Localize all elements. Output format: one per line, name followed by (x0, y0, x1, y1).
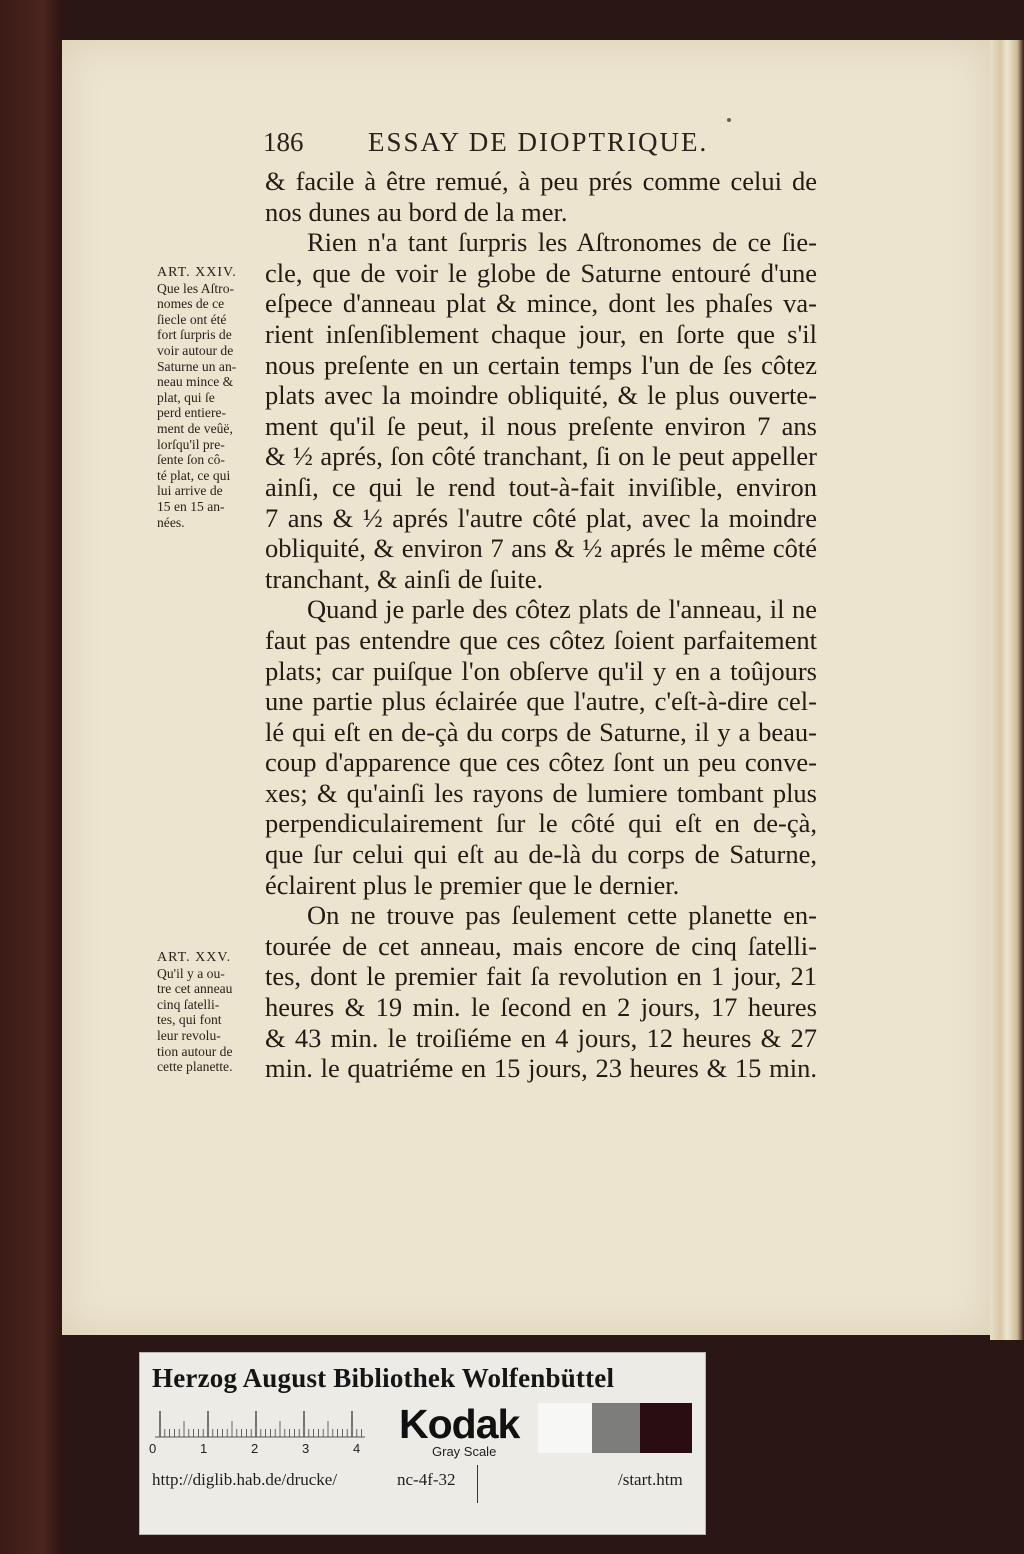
text-line: min. le quatriéme en 15 jours, 23 heures & 15 min. (265, 1053, 817, 1084)
article-number: ART. XXV. (157, 950, 232, 965)
text-line: obliquité, & environ 7 ans & ½ aprés le même côté (265, 533, 817, 564)
margin-note-art-xxv (157, 950, 261, 1075)
color-target-card (139, 1352, 706, 1535)
margin-note-line: plat, qui ſe (157, 389, 215, 405)
page-number: 186 (263, 127, 304, 157)
text-line: plats avec la moindre obliquité, & le plus ouverte- (265, 380, 817, 411)
margin-note-line: ſente ſon cô- (157, 452, 225, 468)
margin-note-line: cinq ſatelli- (157, 996, 220, 1012)
ruler-label: 2 (251, 1441, 259, 1456)
margin-note-line: ment de veûë, (157, 420, 233, 436)
margin-note-line: nomes de ce (157, 296, 225, 312)
margin-note-line: té plat, ce qui (157, 467, 231, 483)
gray-swatch (538, 1403, 592, 1453)
ruler-label: 0 (149, 1441, 157, 1456)
url-separator (477, 1465, 478, 1503)
margin-note-line: tre cet anneau (157, 981, 233, 997)
text-line: Quand je parle des côtez plats de l'anneau, il ne (307, 594, 817, 625)
margin-note-line: neau mince & (157, 374, 234, 390)
text-line: perpendiculairement ſur le côté qui eſt en de-çà, (265, 808, 817, 839)
margin-note-line: 15 en 15 an- (157, 498, 225, 514)
margin-note-line: leur revolu- (157, 1027, 221, 1043)
text-line: tranchant, & ainſi de ſuite. (265, 563, 544, 594)
text-line: xes; & qu'ainſi les rayons de lumiere tombant plus (265, 777, 817, 808)
margin-note-line: fort ſurpris de (157, 327, 232, 343)
library-name: Herzog August Bibliothek Wolfenbüttel (152, 1363, 615, 1393)
margin-note-line: cette planette. (157, 1059, 233, 1075)
url-prefix: http://diglib.hab.de/drucke/ (152, 1470, 338, 1489)
margin-note-line: ſiecle ont été (157, 311, 227, 327)
text-line: 7 ans & ½ aprés l'autre côté plat, avec la moindre (265, 502, 817, 533)
shelfmark-id: nc-4f-32 (397, 1470, 456, 1489)
page-speck (727, 118, 731, 122)
main-text-block (265, 166, 817, 1084)
text-line: tes, dont le premier fait ſa revolution en 1 jour, 21 (265, 961, 817, 992)
text-line: plats; car puiſque l'on obſerve qu'il y en a toûjours (265, 655, 817, 686)
margin-note-art-xxiv (157, 265, 261, 530)
text-line: cle, que de voir le globe de Saturne entouré d'une (265, 257, 817, 288)
text-line: ainſi, ce qui le rend tout-à-fait inviſible, environ (265, 471, 817, 502)
kodak-logo: Kodak (399, 1401, 520, 1447)
text-line: nous preſente en un certain temps l'un de ſes côtez (265, 349, 817, 380)
margin-note-line: lui arrive de (157, 483, 223, 499)
text-line: faut pas entendre que ces côtez ſoient parfaitement (265, 624, 817, 655)
ruler-label: 1 (200, 1441, 208, 1456)
book-fore-edge-right (990, 40, 1024, 1340)
margin-note-line: perd entiere- (157, 405, 227, 421)
margin-note-line: lorſqu'il pre- (157, 436, 225, 452)
text-line: éclairent plus le premier que le dernier. (265, 869, 680, 900)
text-line: ment qu'il ſe peut, il nous preſente environ 7 ans (265, 410, 817, 441)
margin-note-line: tes, qui font (157, 1012, 222, 1028)
margin-note-line: Qu'il y a ou- (157, 965, 225, 981)
text-line: & ½ aprés, ſon côté tranchant, ſi on le peut appeller (265, 441, 817, 472)
margin-note-line: tion autour de (157, 1043, 233, 1059)
running-title: ESSAY DE DIOPTRIQUE. (368, 127, 709, 157)
gray-scale-label: Gray Scale (432, 1444, 497, 1459)
text-line: On ne trouve pas ſeulement cette planette en- (307, 900, 817, 931)
margin-note-line: Que les Aſtro- (157, 280, 235, 296)
article-number: ART. XXIV. (157, 265, 237, 280)
text-line: lé qui eſt en de-çà du corps de Saturne, il y a beau- (265, 716, 817, 747)
text-line: Rien n'a tant ſurpris les Aſtronomes de ce ſie- (307, 227, 817, 258)
gray-swatch (592, 1403, 640, 1453)
text-line: tourée de cet anneau, mais encore de cinq ſatelli- (265, 930, 817, 961)
text-line: eſpece d'anneau plat & mince, dont les phaſes va- (265, 288, 817, 319)
text-line: une partie plus éclairée que l'autre, c'eſt-à-dire cel- (265, 686, 817, 717)
text-line: que ſur celui qui eſt au de-là du corps de Saturne, (265, 839, 817, 870)
text-line: rient inſenſiblement chaque jour, en ſorte que s'il (265, 318, 817, 349)
margin-note-line: voir autour de (157, 342, 234, 358)
text-line: & facile à être remué, à peu prés comme celui de (265, 166, 817, 196)
running-header (263, 127, 823, 163)
text-line: coup d'apparence que ces côtez ſont un peu conve- (265, 747, 817, 778)
ruler-label: 3 (302, 1441, 310, 1456)
book-binding-left (0, 0, 62, 1554)
text-line: & 43 min. le troiſiéme en 4 jours, 12 heures & 27 (265, 1022, 817, 1053)
ruler-labels (149, 1441, 379, 1459)
url-suffix: /start.htm (618, 1470, 683, 1489)
ruler-label: 4 (353, 1441, 361, 1456)
text-line: heures & 19 min. le ſecond en 2 jours, 17 heures (265, 992, 817, 1023)
margin-note-line: nées. (157, 514, 185, 530)
gray-swatch (640, 1403, 692, 1453)
ruler-scale (155, 1407, 380, 1445)
text-line: nos dunes au bord de la mer. (265, 196, 568, 227)
margin-note-line: Saturne un an- (157, 358, 237, 374)
